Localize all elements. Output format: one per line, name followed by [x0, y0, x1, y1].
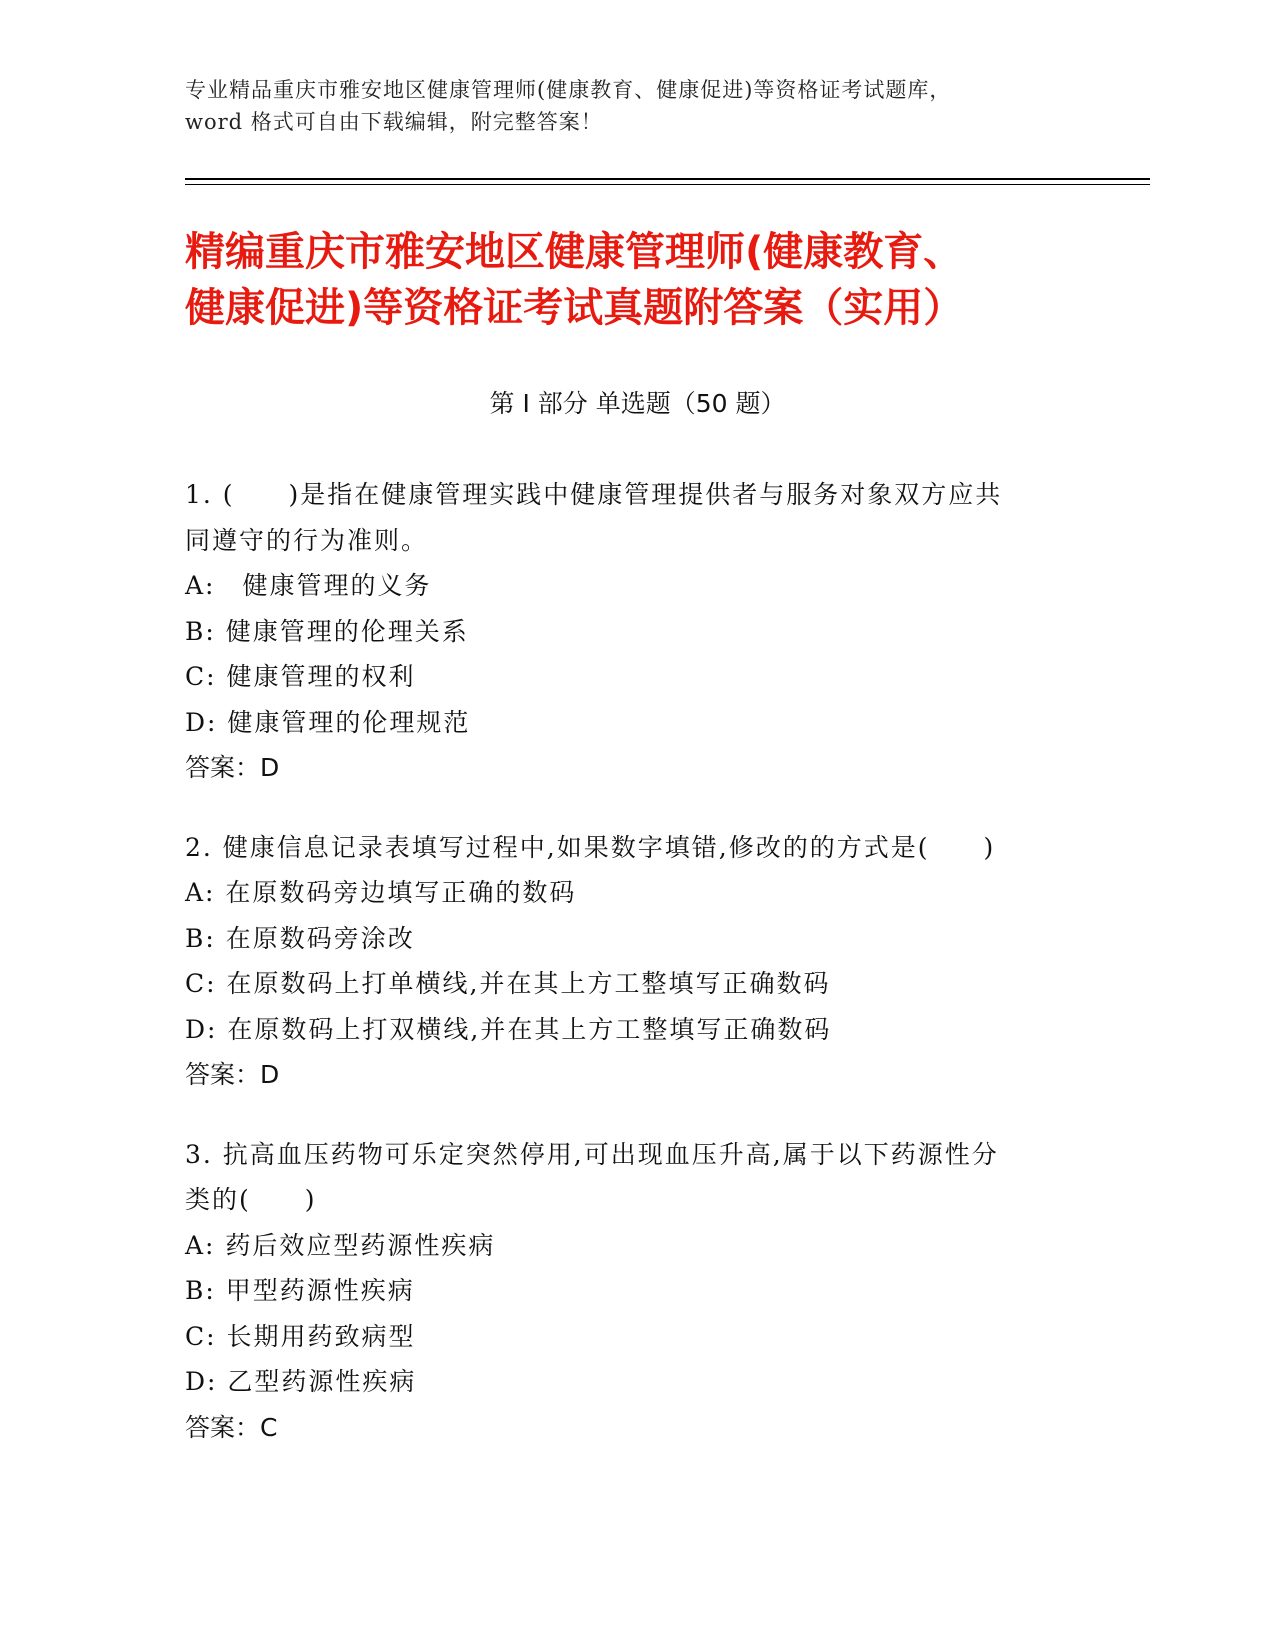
option-a: A: 在原数码旁边填写正确的数码: [185, 878, 577, 907]
document-title-line: 精编重庆市雅安地区健康管理师(健康教育、: [185, 229, 964, 275]
option-c: C: 健康管理的权利: [185, 662, 416, 691]
question-stem-line: 3. 抗高血压药物可乐定突然停用,可出现血压升高,属于以下药源性分: [185, 1139, 999, 1169]
answer: 答案：C: [185, 1412, 278, 1442]
option-b: B: 甲型药源性疾病: [185, 1276, 415, 1305]
question-list: [185, 472, 1085, 1484]
option-c: C: 长期用药致病型: [185, 1321, 416, 1351]
option-c: C: 在原数码上打单横线,并在其上方工整填写正确数码: [185, 969, 831, 998]
header-divider-thin: [185, 184, 1150, 185]
question-3: [185, 1132, 1085, 1451]
header-divider-thick: [185, 178, 1150, 180]
document-title-line: 健康促进)等资格证考试真题附答案（实用）: [185, 285, 964, 331]
option-d: D: 在原数码上打双横线,并在其上方工整填写正确数码: [185, 1014, 832, 1044]
header-note-line: word 格式可自由下载编辑，附完整答案！: [185, 110, 603, 134]
option-b: B: 在原数码旁涂改: [185, 923, 415, 953]
document-title: [185, 224, 1145, 336]
question-stem-line: 类的( ): [185, 1185, 317, 1214]
section-title: 第 I 部分 单选题（50 题）: [489, 389, 786, 418]
header-note-line: 专业精品重庆市雅安地区健康管理师(健康教育、健康促进)等资格证考试题库，: [185, 78, 952, 102]
answer: 答案：D: [185, 1060, 280, 1089]
question-stem-line: 2. 健康信息记录表填写过程中,如果数字填错,修改的的方式是( ): [185, 832, 996, 862]
option-a: A: 健康管理的义务: [185, 571, 432, 600]
header-note: [185, 74, 1085, 138]
question-stem-line: 1. ( )是指在健康管理实践中健康管理提供者与服务对象双方应共: [185, 480, 1003, 509]
answer: 答案：D: [185, 753, 280, 782]
option-a: A: 药后效应型药源性疾病: [185, 1230, 496, 1260]
question-stem-line: 同遵守的行为准则。: [185, 525, 429, 555]
question-1: [185, 472, 1085, 791]
option-d: D: 乙型药源性疾病: [185, 1367, 417, 1396]
option-d: D: 健康管理的伦理规范: [185, 707, 471, 737]
question-2: [185, 825, 1085, 1098]
option-b: B: 健康管理的伦理关系: [185, 616, 469, 646]
